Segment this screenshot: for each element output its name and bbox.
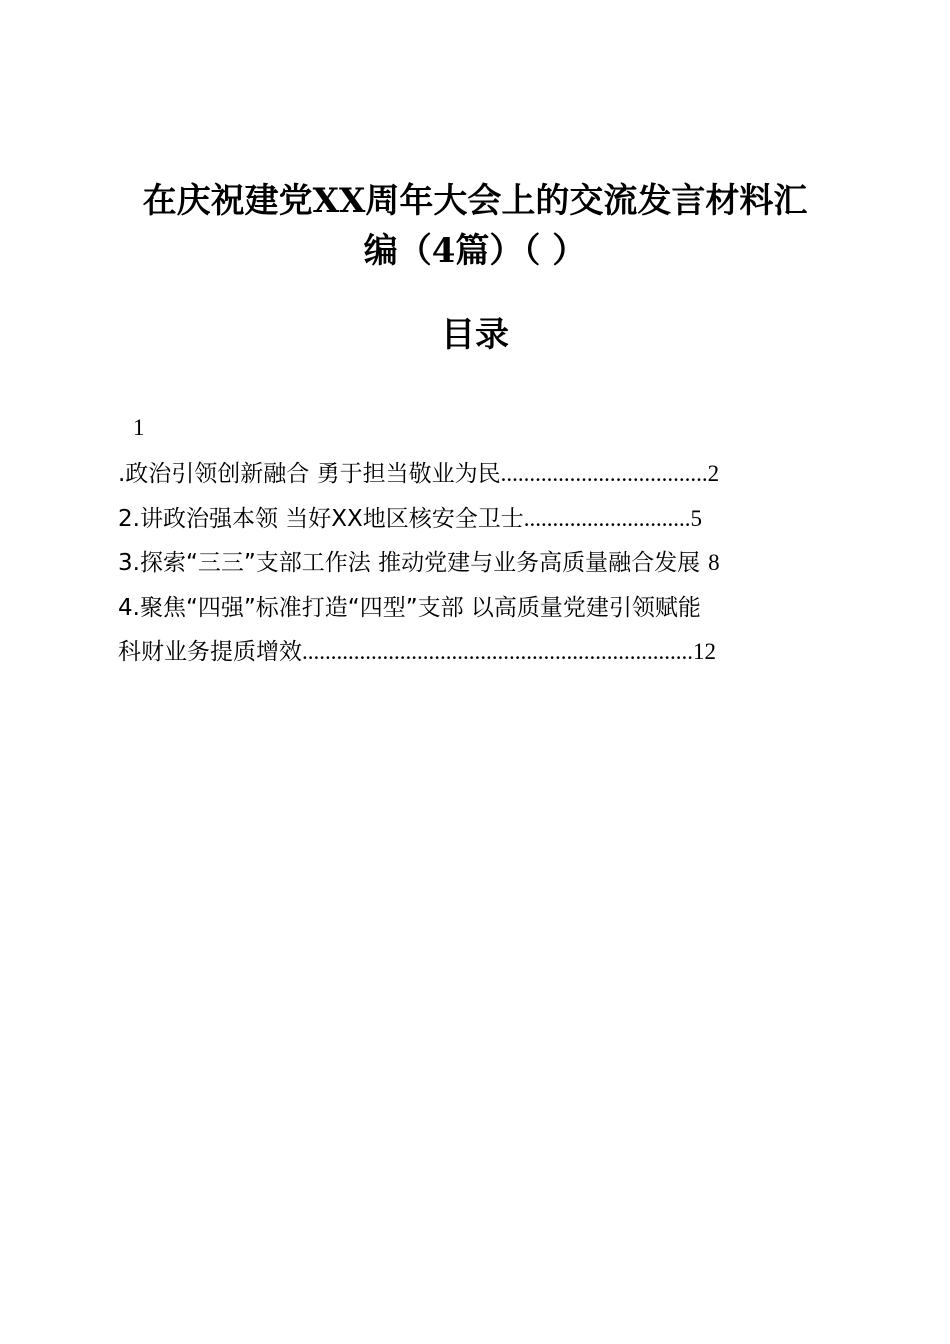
table-of-contents <box>118 452 830 675</box>
toc-entry-text: .政治引领创新融合 勇于担当敬业为民 <box>118 461 501 487</box>
toc-page-number: 2 <box>707 461 720 486</box>
toc-leader-dots: .................................................................... <box>302 639 693 664</box>
toc-heading: 目录 <box>441 315 509 355</box>
toc-entry-text: 2.讲政治强本领 当好XX地区核安全卫士 <box>118 505 524 532</box>
toc-leader-dots: .................................... <box>500 461 708 486</box>
toc-entry-4[interactable] <box>118 586 830 631</box>
toc-entry-4-continued[interactable] <box>118 630 830 675</box>
toc-entry-text: 科财业务提质增效 <box>118 639 302 665</box>
toc-entry-2[interactable] <box>118 497 830 542</box>
document-title-line-1: 在庆祝建党XX周年大会上的交流发言材料汇 <box>142 181 808 221</box>
toc-first-number: 1 <box>133 415 145 440</box>
toc-entry-text: 3.探索“三三”支部工作法 推动党建与业务高质量融合发展 <box>118 550 701 576</box>
toc-page-number: 5 <box>690 505 703 531</box>
document-title-line-2: 编（4篇）（ ） <box>363 231 587 271</box>
toc-entry-1[interactable] <box>118 452 830 497</box>
toc-entry-3[interactable] <box>118 541 830 586</box>
toc-page-number: 8 <box>708 550 720 575</box>
toc-page-number: 12 <box>693 639 716 664</box>
toc-entry-text: 4.聚焦“四强”标准打造“四型”支部 以高质量党建引领赋能 <box>118 594 701 621</box>
toc-leader-dots: ............................. <box>523 505 691 531</box>
document-title <box>110 176 840 276</box>
